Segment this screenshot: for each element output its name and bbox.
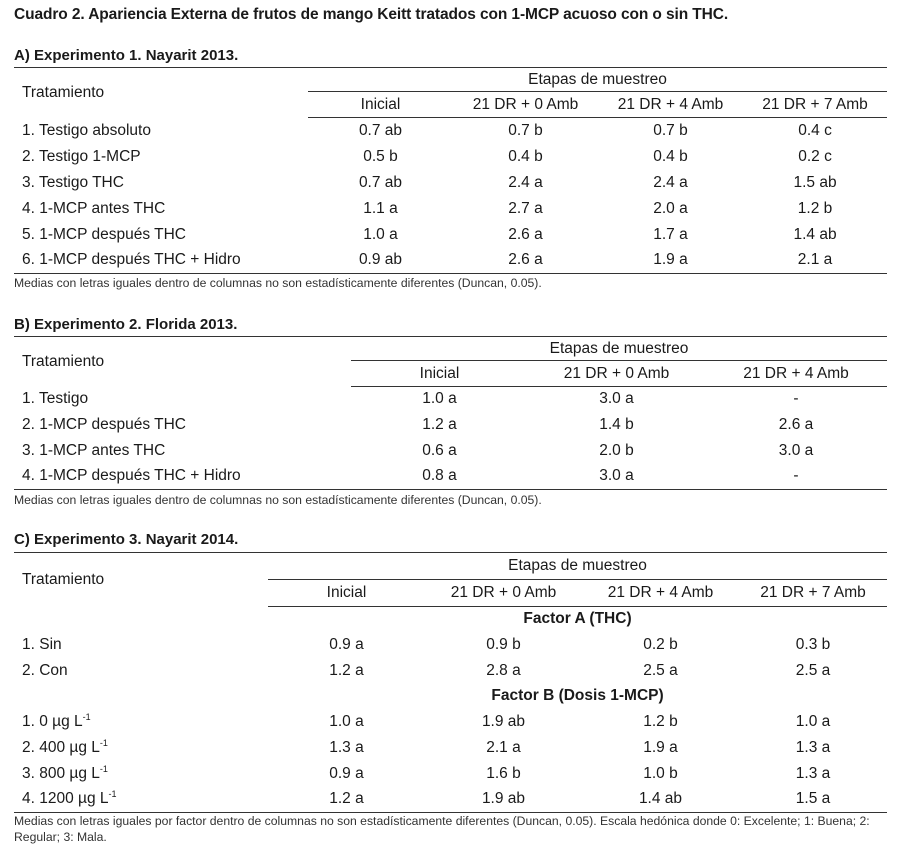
cell-value: 1.9 a (643, 738, 678, 756)
cell-value: 1.0 a (363, 225, 398, 243)
cell-value: 1.4 ab (582, 787, 739, 813)
cell-value: 1.1 a (363, 199, 398, 217)
exp2-treatment-header: Tratamiento (14, 337, 351, 387)
cell-value: 1.4 b (599, 415, 634, 433)
table-row (14, 787, 887, 813)
cell-value: 3.0 a (599, 390, 634, 408)
cell-value: 2.5 a (795, 661, 831, 679)
unit-base: µg L (69, 764, 100, 782)
cell-value: 2.4 a (508, 173, 543, 191)
exp2-table (14, 336, 887, 490)
table-row (14, 118, 887, 144)
exp1-col-header: Inicial (308, 92, 453, 118)
exp2-col-header: Inicial (351, 361, 528, 387)
exp2-stages-header: Etapas de muestreo (351, 337, 887, 361)
exp1-title: A) Experimento 1. Nayarit 2013. (14, 47, 239, 64)
cell-value: 0.2 b (643, 635, 678, 653)
unit-base: µg L (69, 738, 100, 756)
row-label: 1. Sin (22, 635, 62, 653)
unit-base: µg L (78, 790, 109, 808)
cell-value: 0.9 ab (308, 248, 453, 274)
cell-value: 2.4 a (653, 173, 688, 191)
cell-value: 2.8 a (486, 661, 521, 679)
table-row (14, 412, 887, 438)
cell-value: 2.0 b (599, 441, 634, 459)
factor-a-label: Factor A (THC) (523, 610, 632, 628)
cell-value: - (705, 464, 887, 490)
row-label: 1. Testigo (22, 390, 89, 407)
cell-value: 0.3 b (795, 635, 831, 653)
cell-value: 2.1 a (486, 738, 521, 756)
row-label: 3. 1-MCP antes THC (22, 441, 166, 459)
cell-value: 1.7 a (653, 225, 688, 243)
cell-value: 1.9 ab (481, 712, 526, 730)
cell-value: 0.7 b (508, 121, 543, 139)
unit-exp: -1 (82, 711, 91, 722)
cell-value: 1.0 a (329, 712, 364, 730)
cell-value: 0.2 c (798, 147, 832, 165)
exp3-col-header: 21 DR + 4 Amb (582, 580, 739, 607)
cell-value: 0.6 a (422, 441, 457, 459)
table-row (14, 438, 887, 464)
table-row (14, 222, 887, 248)
cell-value: 1.2 a (422, 415, 457, 433)
factor-b-label: Factor B (Dosis 1-MCP) (491, 687, 664, 704)
exp1-col-header: 21 DR + 4 Amb (598, 92, 743, 118)
unit-base: µg L (52, 712, 83, 730)
row-label: 2. Testigo 1-MCP (22, 147, 141, 165)
cell-value: 0.9 b (486, 635, 521, 653)
cell-value: 1.0 b (643, 764, 678, 782)
exp3-table (14, 552, 887, 813)
row-label: 4. 1200 µg $L^{-1}$ (14, 787, 268, 813)
cell-value: - (793, 390, 799, 408)
table-row (14, 144, 887, 170)
cell-value: 1.3 a (795, 738, 831, 756)
exp2-note: Medias con letras iguales dentro de columnas no son estadísticamente diferentes (Duncan, 0.05). (14, 493, 542, 507)
unit-exp: -1 (99, 763, 108, 774)
exp3-col-header: Inicial (268, 580, 425, 607)
table-row (14, 761, 887, 787)
cell-value: 1.0 a (795, 712, 831, 730)
cell-value: 2.6 a (453, 248, 598, 274)
exp2-col-header: 21 DR + 4 Amb (705, 361, 887, 387)
table-row (14, 735, 887, 761)
row-label: 2. 1-MCP después THC (22, 415, 186, 433)
exp1-note: Medias con letras iguales dentro de columnas no son estadísticamente diferentes (Duncan, 0.05). (14, 276, 542, 290)
row-label: 3. 800 µg $L^{-1}$ (22, 763, 108, 782)
cell-value: 1.2 a (329, 661, 364, 679)
table-row (14, 196, 887, 222)
cell-value: 0.8 a (351, 464, 528, 490)
cell-value: 1.5 ab (793, 173, 837, 191)
table-row (14, 632, 887, 658)
table-row (14, 170, 887, 196)
cell-value: 1.2 b (643, 712, 678, 730)
exp2-title: B) Experimento 2. Florida 2013. (14, 316, 238, 333)
row-label: 1. 0 µg $L^{-1}$ (22, 711, 91, 730)
exp3-treatment-header: Tratamiento (14, 553, 268, 607)
row-label: 1. Testigo absoluto (22, 121, 151, 139)
cell-value: 2.6 a (778, 415, 814, 433)
exp3-stages-header: Etapas de muestreo (268, 553, 887, 580)
exp3-col-header: 21 DR + 0 Amb (425, 580, 582, 607)
cell-value: 0.9 a (329, 635, 364, 653)
row-label: 6. 1-MCP después THC + Hidro (14, 248, 308, 274)
cell-value: 1.2 b (797, 199, 833, 217)
cell-value: 1.6 b (486, 764, 521, 782)
cell-value: 1.5 a (739, 787, 887, 813)
cell-value: 0.4 c (798, 121, 832, 139)
unit-exp: -1 (108, 789, 117, 800)
row-label: 2. Con (22, 661, 68, 679)
row-label: 4. 1-MCP antes THC (22, 199, 166, 217)
table-row (14, 658, 887, 684)
cell-value: 2.7 a (508, 199, 543, 217)
cell-value: 3.0 a (778, 441, 814, 459)
table-row (14, 387, 887, 412)
exp1-col-header: 21 DR + 0 Amb (453, 92, 598, 118)
cell-value: 1.9 ab (425, 787, 582, 813)
cell-value: 2.0 a (653, 199, 688, 217)
row-label: 5. 1-MCP después THC (22, 225, 186, 243)
unit-exp: -1 (99, 737, 108, 748)
cell-value: 2.1 a (743, 248, 887, 274)
row-label: 4. 1-MCP después THC + Hidro (14, 464, 351, 490)
cell-value: 1.2 a (268, 787, 425, 813)
cell-value: 0.7 b (653, 121, 688, 139)
cell-value: 0.4 b (508, 147, 543, 165)
cell-value: 0.7 ab (358, 121, 403, 139)
cell-value: 0.9 a (329, 764, 364, 782)
cell-value: 1.3 a (795, 764, 831, 782)
cell-value: 2.5 a (643, 661, 678, 679)
cell-value: 3.0 a (528, 464, 705, 490)
factor-row (14, 607, 887, 632)
exp1-stages-header: Etapas de muestreo (308, 68, 887, 92)
exp1-treatment-header: Tratamiento (14, 68, 308, 118)
cell-value: 1.9 a (598, 248, 743, 274)
exp1-table (14, 67, 887, 274)
exp3-col-header: 21 DR + 7 Amb (739, 580, 887, 607)
cell-value: 1.4 ab (793, 225, 837, 243)
cell-value: 1.0 a (422, 390, 457, 408)
exp3-note: Medias con letras iguales por factor dentro de columnas no son estadísticamente diferentes (Duncan, 0.05). Escala hedónica donde 0: Excelente; 1: Buena; 2: Regular; 3: Mala. (14, 814, 870, 844)
cell-value: 0.4 b (653, 147, 688, 165)
table-row (14, 464, 887, 490)
table-row (14, 709, 887, 735)
table-title: Cuadro 2. Apariencia Externa de frutos de mango Keitt tratados con 1-MCP acuoso con o sin THC. (14, 6, 729, 23)
table-row (14, 248, 887, 274)
cell-value: 1.3 a (329, 738, 364, 756)
row-label: 2. 400 µg $L^{-1}$ (22, 737, 108, 756)
exp3-title: C) Experimento 3. Nayarit 2014. (14, 531, 239, 548)
cell-value: 0.7 ab (358, 173, 403, 191)
cell-value: 0.5 b (363, 147, 398, 165)
exp2-col-header: 21 DR + 0 Amb (528, 361, 705, 387)
exp1-col-header: 21 DR + 7 Amb (743, 92, 887, 118)
row-label: 3. Testigo THC (22, 173, 124, 191)
factor-row (14, 684, 887, 709)
cell-value: 2.6 a (508, 225, 543, 243)
